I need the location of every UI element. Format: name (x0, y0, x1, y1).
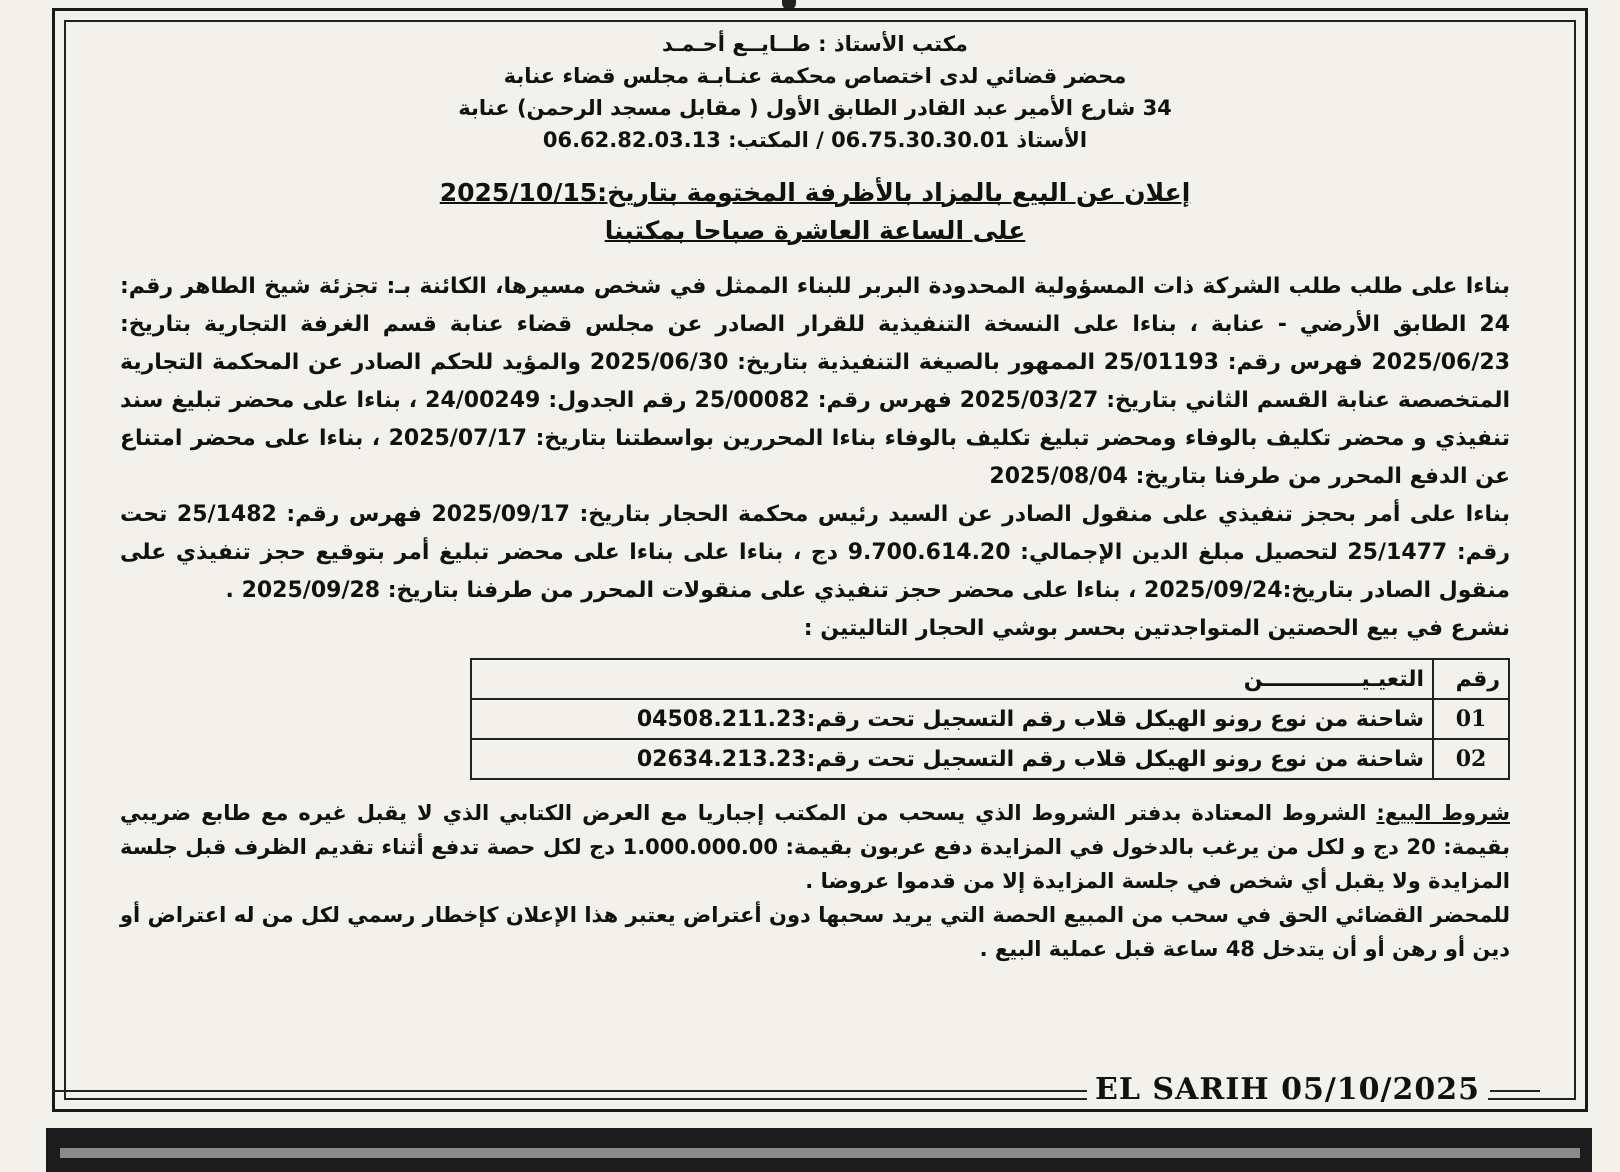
office-name: مكتب الأستاذ : طــايــع أحـمـد (662, 32, 968, 56)
conditions-text-1: الشروط المعتادة بدفتر الشروط الذي يسحب من المكتب إجباريا مع العرض الكتابي الذي لا يقبل غيره مع طابع ضريبي بقيمة: 20 دج و لكل من يرغب بالدخول في المزايدة دفع عربون بقيمة: 1.000.000.00 دج لكل حصة تدفع أثناء تقديم الظرف قبل جلسة المزايدة ولا يقبل أي شخص في جلسة المزايدة إلا من قدموا عروضا . (120, 801, 1510, 893)
table-row (471, 739, 1509, 779)
footer (52, 1072, 1588, 1112)
conditions-label: شروط البيع: (1376, 801, 1510, 825)
body-paragraph-3: نشرع في بيع الحصتين المتواجدتين بحسر بوشي الحجار التاليتين : (803, 616, 1510, 641)
row-description: شاحنة من نوع رونو الهيكل قلاب رقم التسجيل تحت رقم:02634.213.23 (471, 739, 1433, 779)
footer-divider-right (1490, 1090, 1540, 1092)
office-address: 34 شارع الأمير عبد القادر الطابق الأول ( مقابل مسجد الرحمن) عنابة (458, 96, 1172, 120)
office-role: محضر قضائي لدى اختصاص محكمة عنـابـة مجلس قضاء عنابة (503, 64, 1127, 88)
title-line-1: إعلان عن البيع بالمزاد بالأظرفة المختومة بتاريخ:2025/10/15 (439, 178, 1191, 207)
office-header (120, 28, 1510, 156)
newspaper-tag: EL SARIH 05/10/2025 (1087, 1072, 1488, 1107)
table-header-num: رقم (1433, 659, 1509, 699)
row-number: 02 (1433, 739, 1509, 779)
conditions-text-2: للمحضر القضائي الحق في سحب من المبيع الحصة التي يريد سحبها دون أعتراض يعتبر هذا الإعلان كإخطار رسمي لكل من له اعتراض أو دين أو رهن أو أن يتدخل 48 ساعة قبل عملية البيع . (120, 903, 1510, 961)
footer-divider (52, 1090, 1090, 1092)
table-header-desc: التعيـيـــــــــــــن (471, 659, 1433, 699)
row-description: شاحنة من نوع رونو الهيكل قلاب رقم التسجيل تحت رقم:04508.211.23 (471, 699, 1433, 739)
bottom-grey-strip (60, 1148, 1580, 1158)
items-table (470, 658, 1510, 780)
office-phones: الأستاذ 06.75.30.30.01 / المكتب: 06.62.82.03.13 (542, 128, 1088, 152)
table-row (471, 699, 1509, 739)
row-number: 01 (1433, 699, 1509, 739)
title-line-2: على الساعة العاشرة صباحا بمكتبنا (604, 216, 1026, 245)
announcement-title (120, 174, 1510, 250)
sale-conditions (120, 796, 1510, 898)
table-header-row (471, 659, 1509, 699)
body-paragraph-2: بناءا على أمر بحجز تنفيذي على منقول الصادر عن السيد رئيس محكمة الحجار بتاريخ: 2025/09/17 فهرس رقم: 25/1482 تحت رقم: 25/1477 لتحصيل مبلغ الدين الإجمالي: 9.700.614.20 دج ، بناءا على بناءا على محضر تبليغ أمر بتوقيع حجز تنفيذي على منقول الصادر بتاريخ:2025/09/24 ، بناءا على محضر حجز تنفيذي على منقولات المحرر من طرفنا بتاريخ: 2025/09/28 . (120, 502, 1510, 603)
body-paragraph-1: بناءا على طلب طلب الشركة ذات المسؤولية المحدودة البربر للبناء الممثل في شخص مسيرها، الكائنة بـ: تجزئة شيخ الطاهر رقم: 24 الطابق الأرضي - عنابة ، بناءا على النسخة التنفيذية للقرار الصادر عن مجلس قضاء عنابة قسم الغرفة التجارية بتاريخ: 2025/06/23 فهرس رقم: 25/01193 الممهور بالصيغة التنفيذية بتاريخ: 2025/06/30 والمؤيد للحكم الصادر عن المحكمة التجارية المتخصصة عنابة القسم الثاني بتاريخ: 2025/03/27 فهرس رقم: 25/00082 رقم الجدول: 24/00249 ، بناءا على محضر تبليغ سند تنفيذي و محضر تكليف بالوفاء ومحضر تبليغ تكليف بالوفاء بناءا المحررين بواسطتنا بتاريخ: 2025/07/17 ، بناءا على محضر امتناع عن الدفع المحرر من طرفنا بتاريخ: 2025/08/04 (120, 274, 1511, 489)
announcement (120, 28, 1510, 966)
